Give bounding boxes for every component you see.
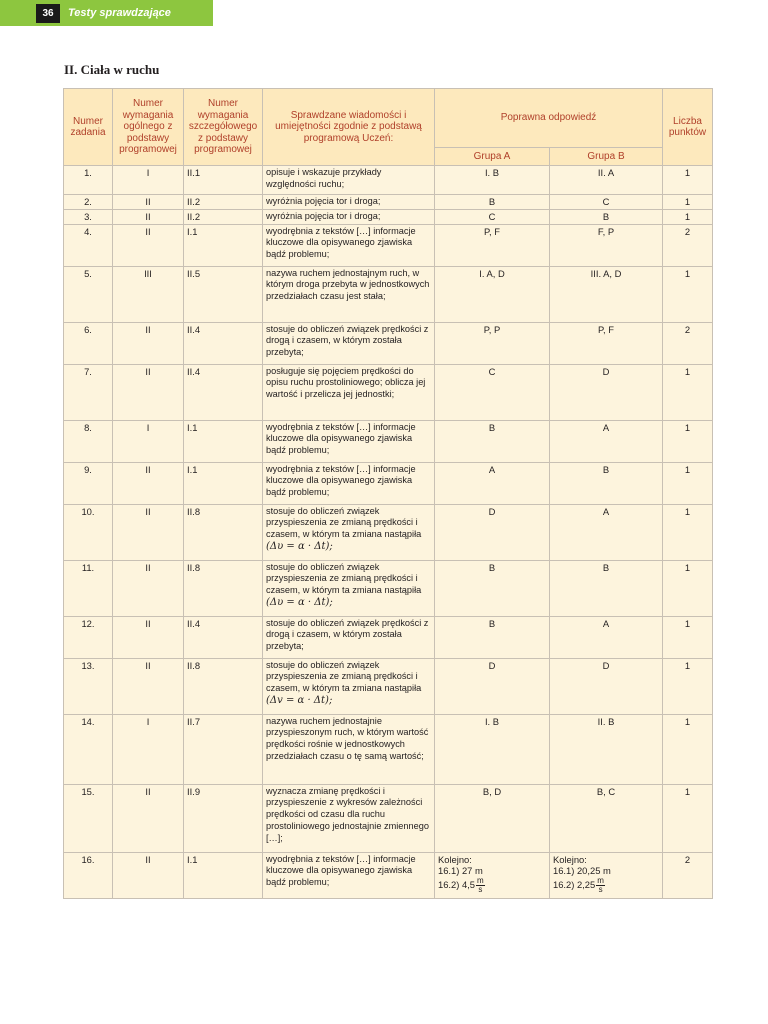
detailed-requirement: II.8 [184, 560, 263, 616]
answer-table [63, 88, 713, 899]
answer-group-a: C [435, 364, 550, 420]
detailed-requirement: II.5 [184, 266, 263, 322]
answer-group-a: D [435, 658, 550, 714]
task-number: 5. [64, 266, 113, 322]
answer-group-a: P, P [435, 322, 550, 364]
skill-description: nazywa ruchem jednostajnie przyspieszonym ruch, w którym wartość prędkości rośnie w jednostkowych przedziałach czasu o tę samą wartość; [263, 714, 435, 784]
table-row [64, 224, 713, 266]
answer-group-a: B [435, 616, 550, 658]
skill-description: wyodrębnia z tekstów […] informacje kluczowe dla opisywanego zjawiska bądź problemu; [263, 420, 435, 462]
section-title: II. Ciała w ruchu [64, 62, 160, 77]
skill-description: wyodrębnia z tekstów […] informacje kluczowe dla opisywanego zjawiska bądź problemu; [263, 462, 435, 504]
answer-group-a: B [435, 195, 550, 210]
detailed-requirement: I.1 [184, 420, 263, 462]
table-row [64, 852, 713, 898]
detailed-requirement: II.1 [184, 166, 263, 195]
table-row [64, 166, 713, 195]
skill-description: stosuje do obliczeń związek prędkości z drogą i czasem, w którym została przebyta; [263, 616, 435, 658]
table-row [64, 209, 713, 224]
task-number: 2. [64, 195, 113, 210]
skill-description [263, 560, 435, 616]
answer-group-b: B [550, 560, 663, 616]
answer-group-a: I. B [435, 166, 550, 195]
task-number: 9. [64, 462, 113, 504]
skill-text: stosuje do obliczeń związek przyspieszenia ze zmianą prędkości i czasem, w którym ta zmiana nastąpiła [266, 659, 422, 694]
general-requirement: II [113, 784, 184, 852]
page-number: 36 [36, 4, 60, 23]
task-number: 12. [64, 616, 113, 658]
header-skills: Sprawdzane wiadomości i umiejętności zgodnie z podstawą programową Uczeń: [263, 89, 435, 166]
answer-group-b: III. A, D [550, 266, 663, 322]
header-correct-answer: Poprawna odpowiedź [435, 89, 663, 148]
skill-description: stosuje do obliczeń związek prędkości z drogą i czasem, w którym została przebyta; [263, 322, 435, 364]
detailed-requirement: II.8 [184, 658, 263, 714]
task-number: 11. [64, 560, 113, 616]
answer-line [553, 877, 659, 894]
detailed-requirement: I.1 [184, 462, 263, 504]
answer-group-b: P, F [550, 322, 663, 364]
points: 1 [663, 195, 713, 210]
answer-value: 16.2) 2,25 [553, 879, 596, 891]
skill-description: opisuje i wskazuje przykłady względności ruchu; [263, 166, 435, 195]
task-number: 10. [64, 504, 113, 560]
answer-group-b: B, C [550, 784, 663, 852]
general-requirement: II [113, 224, 184, 266]
task-number: 15. [64, 784, 113, 852]
points: 1 [663, 462, 713, 504]
general-requirement: III [113, 266, 184, 322]
answer-group-b: B [550, 462, 663, 504]
detailed-requirement: II.7 [184, 714, 263, 784]
skill-description [263, 504, 435, 560]
general-requirement: II [113, 560, 184, 616]
table-row [64, 714, 713, 784]
formula: (Δυ = α · Δt); [266, 540, 333, 552]
answer-group-b: C [550, 195, 663, 210]
header-general-requirement: Numer wymagania ogólnego z podstawy programowej [113, 89, 184, 166]
task-number: 7. [64, 364, 113, 420]
skill-description: wyznacza zmianę prędkości i przyspieszenie z wykresów zależności prędkości od czasu dla ruchu prostoliniowego jednostajnie zmiennego […]; [263, 784, 435, 852]
table-row [64, 462, 713, 504]
detailed-requirement: II.4 [184, 364, 263, 420]
answer-group-a: I. B [435, 714, 550, 784]
table-row [64, 322, 713, 364]
table-row [64, 364, 713, 420]
answer-group-b: B [550, 209, 663, 224]
unit-fraction [476, 877, 485, 894]
unit-fraction [596, 877, 605, 894]
task-number: 3. [64, 209, 113, 224]
detailed-requirement: II.2 [184, 195, 263, 210]
task-number: 14. [64, 714, 113, 784]
detailed-requirement: I.1 [184, 852, 263, 898]
answer-group-a: D [435, 504, 550, 560]
skill-description: posługuje się pojęciem prędkości do opisu ruchu prostoliniowego; oblicza jej wartość i przelicza jej jednostki; [263, 364, 435, 420]
general-requirement: II [113, 616, 184, 658]
table-row [64, 195, 713, 210]
skill-text: stosuje do obliczeń związek przyspieszenia ze zmianą prędkości i czasem, w którym ta zmiana nastąpiła [266, 561, 422, 596]
points: 1 [663, 560, 713, 616]
answer-group-b: F, P [550, 224, 663, 266]
answer-group-a: A [435, 462, 550, 504]
answer-intro: Kolejno: [438, 853, 472, 865]
task-number: 13. [64, 658, 113, 714]
task-number: 8. [64, 420, 113, 462]
answer-line: 16.1) 20,25 m [553, 865, 611, 877]
detailed-requirement: II.9 [184, 784, 263, 852]
answer-group-b: A [550, 420, 663, 462]
points: 1 [663, 714, 713, 784]
general-requirement: II [113, 504, 184, 560]
skill-description: wyodrębnia z tekstów […] informacje kluczowe dla opisywanego zjawiska bądź problemu; [263, 224, 435, 266]
formula: (Δv = α · Δt); [266, 694, 333, 706]
points: 1 [663, 504, 713, 560]
unit-numerator: m [477, 876, 484, 886]
general-requirement: II [113, 209, 184, 224]
skill-description: nazywa ruchem jednostajnym ruch, w którym droga przebyta w jednostkowych przedziałach czasu jest stała; [263, 266, 435, 322]
points: 1 [663, 658, 713, 714]
general-requirement: II [113, 658, 184, 714]
general-requirement: I [113, 420, 184, 462]
answer-group-b: D [550, 658, 663, 714]
general-requirement: II [113, 462, 184, 504]
table-row [64, 560, 713, 616]
points: 1 [663, 266, 713, 322]
answer-intro: Kolejno: [553, 853, 587, 865]
header-group-a: Grupa A [435, 148, 550, 166]
formula: (Δυ = α · Δt); [266, 596, 333, 608]
detailed-requirement: II.4 [184, 322, 263, 364]
answer-group-a: B, D [435, 784, 550, 852]
skill-description: wyróżnia pojęcia tor i droga; [263, 195, 435, 210]
general-requirement: I [113, 166, 184, 195]
detailed-requirement: I.1 [184, 224, 263, 266]
points: 2 [663, 224, 713, 266]
header-task-number: Numer zadania [64, 89, 113, 166]
header-detailed-requirement: Numer wymagania szczegółowego z podstawy programowej [184, 89, 263, 166]
general-requirement: II [113, 852, 184, 898]
points: 1 [663, 166, 713, 195]
answer-group-a: B [435, 560, 550, 616]
answer-group-b: II. A [550, 166, 663, 195]
header-points: Liczba punktów [663, 89, 713, 166]
general-requirement: II [113, 322, 184, 364]
answer-value: 16.2) 4,5 [438, 879, 476, 891]
answer-group-a [435, 852, 550, 898]
points: 1 [663, 420, 713, 462]
points: 1 [663, 784, 713, 852]
table-row [64, 504, 713, 560]
unit-numerator: m [597, 876, 604, 886]
task-number: 6. [64, 322, 113, 364]
detailed-requirement: II.4 [184, 616, 263, 658]
answer-line [438, 877, 546, 894]
task-number: 16. [64, 852, 113, 898]
detailed-requirement: II.8 [184, 504, 263, 560]
unit-denominator: s [598, 885, 603, 895]
table-row [64, 420, 713, 462]
general-requirement: I [113, 714, 184, 784]
answer-group-b [550, 852, 663, 898]
table-row [64, 616, 713, 658]
answer-group-a: C [435, 209, 550, 224]
answer-group-a: I. A, D [435, 266, 550, 322]
skill-description [263, 658, 435, 714]
answer-group-a: P, F [435, 224, 550, 266]
answer-group-b: A [550, 504, 663, 560]
answer-group-b: A [550, 616, 663, 658]
table-row [64, 266, 713, 322]
skill-description: wyodrębnia z tekstów […] informacje kluczowe dla opisywanego zjawiska bądź problemu; [263, 852, 435, 898]
header-title: Testy sprawdzające [68, 7, 171, 19]
points: 1 [663, 616, 713, 658]
points: 1 [663, 209, 713, 224]
task-number: 1. [64, 166, 113, 195]
skill-text: stosuje do obliczeń związek przyspieszenia ze zmianą prędkości i czasem, w którym ta zmiana nastąpiła [266, 505, 422, 540]
task-number: 4. [64, 224, 113, 266]
general-requirement: II [113, 364, 184, 420]
header-group-b: Grupa B [550, 148, 663, 166]
answer-group-a: B [435, 420, 550, 462]
points: 2 [663, 322, 713, 364]
detailed-requirement: II.2 [184, 209, 263, 224]
skill-description: wyróżnia pojęcia tor i droga; [263, 209, 435, 224]
answer-group-b: D [550, 364, 663, 420]
answer-line: 16.1) 27 m [438, 865, 483, 877]
table-row [64, 658, 713, 714]
table-row [64, 784, 713, 852]
points: 2 [663, 852, 713, 898]
answer-group-b: II. B [550, 714, 663, 784]
points: 1 [663, 364, 713, 420]
general-requirement: II [113, 195, 184, 210]
unit-denominator: s [478, 885, 483, 895]
